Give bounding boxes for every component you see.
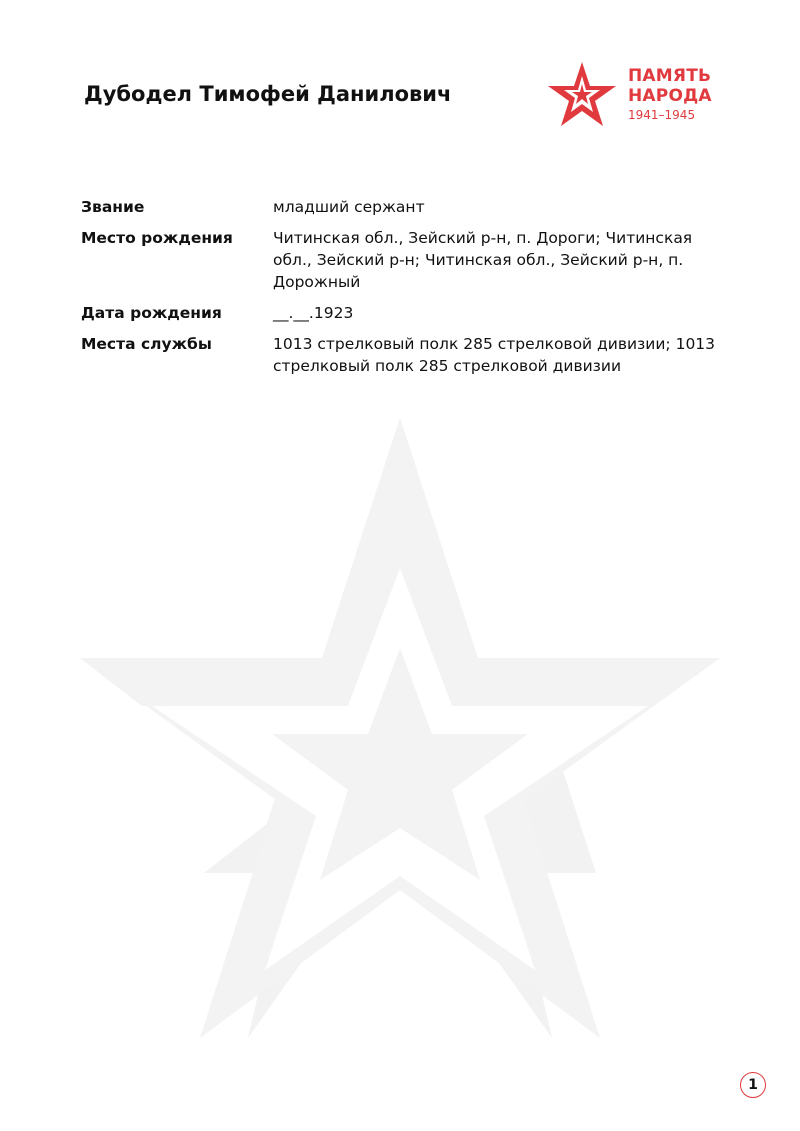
field-label: Место рождения [81,229,233,247]
field-value: 1013 стрелковый полк 285 стрелковой дивизии; 1013 стрелковый полк 285 стрелковой дивизии [273,335,716,375]
field-row-birthplace [81,227,731,293]
field-value: __.__.1923 [273,304,354,322]
field-value: младший сержант [273,198,425,216]
field-label: Звание [81,198,145,216]
person-name: Дубодел Тимофей Данилович [84,82,452,106]
logo-years: 1941–1945 [628,108,696,122]
star-watermark-icon [80,418,720,1038]
field-row-birthdate [81,302,731,324]
field-label: Дата рождения [81,304,222,322]
field-row-rank [81,196,731,218]
pamyat-naroda-logo [548,62,728,128]
page-number: 1 [740,1072,766,1098]
person-details [81,196,731,386]
logo-text-line1: ПАМЯТЬ [628,66,712,86]
field-label: Места службы [81,335,212,353]
field-value: Читинская обл., Зейский р-н, п. Дороги; Читинская обл., Зейский р-н; Читинская обл., Зейский р-н, п. Дорожный [273,229,693,291]
star-icon [548,62,616,126]
field-row-service [81,333,731,377]
logo-text-line2: НАРОДА [628,86,712,106]
